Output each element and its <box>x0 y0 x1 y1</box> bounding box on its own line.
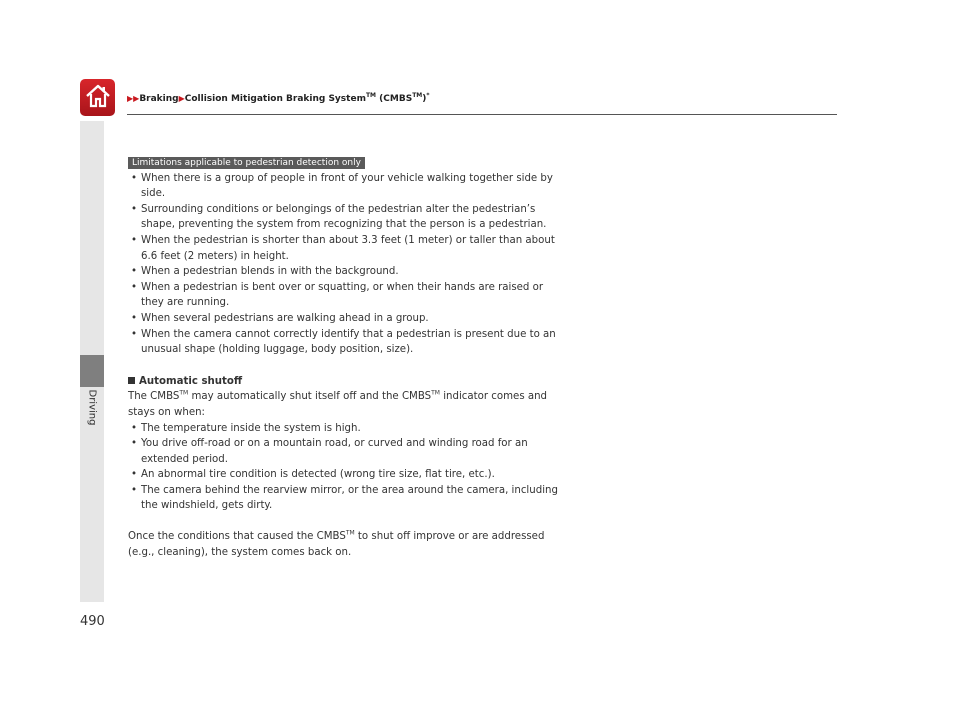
breadcrumb-item-cmbs-prefix: Collision Mitigation Braking System <box>184 94 366 104</box>
breadcrumb-item-braking[interactable]: Braking <box>139 94 179 104</box>
sidebar-section-tab[interactable] <box>80 355 104 387</box>
shutoff-intro <box>128 389 568 420</box>
breadcrumb <box>127 94 430 104</box>
home-icon <box>85 84 111 112</box>
limitations-tag: Limitations applicable to pedestrian detection only <box>128 157 365 169</box>
square-bullet-icon <box>128 377 135 384</box>
list-item: • Surrounding conditions or belongings of the pedestrian alter the pedestrian’s shape, preventing the system from recognizing that the person is a pedestrian. <box>128 202 568 233</box>
section-heading <box>128 374 568 390</box>
triangle-right-icon: ▶ <box>178 94 185 103</box>
shutoff-intro-b: may automatically shut itself off and the CMBS <box>188 391 432 403</box>
list-item: • When a pedestrian is bent over or squatting, or when their hands are raised or they are running. <box>128 280 568 311</box>
list-item: • When a pedestrian blends in with the background. <box>128 264 568 280</box>
shutoff-closing-a: Once the conditions that caused the CMBS <box>128 531 346 543</box>
trademark-mark: TM <box>365 92 377 99</box>
main-content <box>128 155 568 560</box>
page-number: 490 <box>80 614 105 629</box>
trademark-mark: TM <box>431 389 440 397</box>
trademark-mark: TM <box>345 529 355 537</box>
breadcrumb-item-cmbs-mid: (CMBS <box>376 94 413 104</box>
sidebar-strip-top <box>80 121 104 355</box>
shutoff-list <box>128 421 568 515</box>
breadcrumb-item-cmbs-suffix: ) <box>422 94 427 104</box>
list-item: • When the pedestrian is shorter than about 3.3 feet (1 meter) or taller than about 6.6 feet (2 meters) in height. <box>128 233 568 264</box>
shutoff-intro-a: The CMBS <box>128 391 180 403</box>
section-heading-text: Automatic shutoff <box>139 375 243 387</box>
list-item: • When there is a group of people in front of your vehicle walking together side by side. <box>128 171 568 202</box>
trademark-mark: TM <box>412 92 423 99</box>
list-item: • The camera behind the rearview mirror, or the area around the camera, including the windshield, gets dirty. <box>128 483 568 514</box>
sidebar-section-label: Driving <box>86 389 98 426</box>
list-item: • You drive off-road or on a mountain road, or curved and winding road for an extended period. <box>128 436 568 467</box>
list-item: • When the camera cannot correctly identify that a pedestrian is present due to an unusual shape (holding luggage, body position, size). <box>128 327 568 358</box>
home-button[interactable] <box>80 79 115 116</box>
asterisk-mark: * <box>426 92 430 99</box>
breadcrumb-item-cmbs[interactable] <box>185 94 430 104</box>
trademark-mark: TM <box>179 389 189 397</box>
limitations-list <box>128 171 568 358</box>
shutoff-intro-c: indicator comes and stays on when: <box>128 391 548 418</box>
triangle-right-icon: ▶▶ <box>127 94 140 103</box>
list-item: • The temperature inside the system is high. <box>128 421 568 437</box>
list-item: • An abnormal tire condition is detected (wrong tire size, flat tire, etc.). <box>128 467 568 483</box>
shutoff-closing-b: to shut off improve or are addressed (e.g., cleaning), the system comes back on. <box>128 531 545 558</box>
list-item: • When several pedestrians are walking ahead in a group. <box>128 311 568 327</box>
header-divider <box>127 114 837 115</box>
shutoff-closing <box>128 529 568 560</box>
spacer <box>128 514 568 529</box>
